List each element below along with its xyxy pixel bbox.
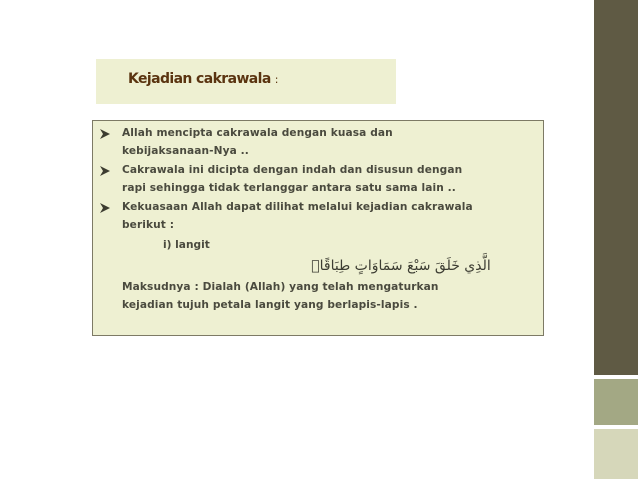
bullet-1-line-1: Allah mencipta cakrawala dengan kuasa dan xyxy=(122,127,393,139)
decorative-side-strip xyxy=(594,0,638,479)
content-box xyxy=(92,120,544,336)
bullet-2-line-2: rapi sehingga tidak terlanggar antara satu sama lain .. xyxy=(122,182,456,194)
meaning-line-1: Maksudnya : Dialah (Allah) yang telah mengaturkan xyxy=(122,281,439,293)
arrow-bullet-icon xyxy=(99,165,111,177)
sub-item-langit: i) langit xyxy=(163,239,210,251)
bullet-3-line-2: berikut : xyxy=(122,219,175,231)
arrow-bullet-icon xyxy=(99,202,111,214)
bullet-3-line-1: Kekuasaan Allah dapat dilihat melalui kejadian cakrawala xyxy=(122,201,473,213)
slide-title xyxy=(128,71,278,87)
strip-dark-block xyxy=(594,0,638,375)
strip-light-block xyxy=(594,429,638,479)
arrow-bullet-icon xyxy=(99,128,111,140)
slide-title-colon: : xyxy=(274,73,278,86)
arabic-verse: الَّذِي خَلَقَ سَبْعَ سَمَاوَاتٍ طِبَاقًاۖ xyxy=(311,258,491,274)
meaning-line-2: kejadian tujuh petala langit yang berlapis-lapis . xyxy=(122,299,418,311)
slide-title-box xyxy=(96,59,396,104)
bullet-2-line-1: Cakrawala ini dicipta dengan indah dan disusun dengan xyxy=(122,164,463,176)
bullet-1-line-2: kebijaksanaan-Nya .. xyxy=(122,145,249,157)
strip-mid-block xyxy=(594,379,638,425)
slide-title-text: Kejadian cakrawala xyxy=(128,71,271,87)
